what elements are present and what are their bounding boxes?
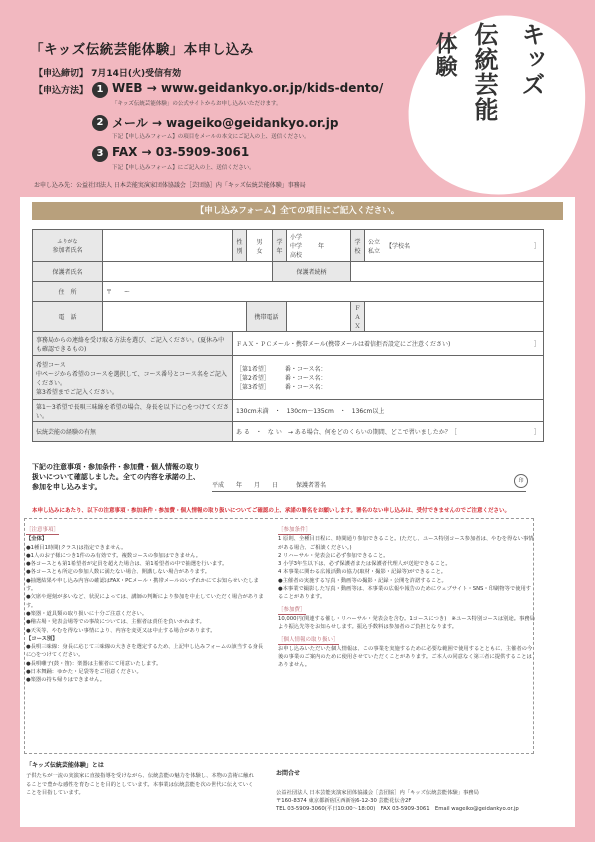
about-section (26, 762, 256, 797)
fax-number: FAX → 03-5909-3061 (112, 145, 250, 159)
about-text: 子供たちが一流の実演家に直接指導を受けながら、伝統芸能の魅力を体験し、本物の芸術に触れることで豊かな感性を育むことを目的としています。本事業は伝統芸能を次の世代に伝えていくことを目指しています。 (26, 773, 254, 796)
course-input[interactable] (233, 356, 544, 400)
course-choice-3[interactable]: ［第3希望］ 番・コース名： (236, 384, 327, 391)
school-label: 学校 (351, 230, 365, 262)
school-name-field[interactable]: 【学校名 (386, 242, 411, 250)
condition-item: 4 本事業に関わる広報活動の協力(取材・撮影・記録等)ができること。 (278, 569, 447, 576)
course-choice-2[interactable]: ［第2希望］ 番・コース名： (236, 375, 327, 382)
agreement-notice: 本申し込みにあたり、以下の注意事項・参加条件・参加費・個人情報の取り扱いについてご確認の上、承諾の署名をお願いします。署名のない申し込みは、受付できませんのでご注意ください。 (32, 508, 510, 514)
step-number: 2 (92, 115, 108, 131)
note-item: 【全体】 (26, 536, 48, 543)
note-item: ●各コースとも第1希望者が定員を超えた場合は、第1希望者の中で抽選を行います。 (26, 561, 228, 568)
privacy-title: ［個人情報の取り扱い］ (278, 636, 339, 645)
experience-options: あ る ・ な い → ある場合、何をどのくらいの期間、どこで習いましたか？［ (236, 429, 457, 436)
note-item: ●欠席や遅刻が多いなど、状況によっては、講師の判断により参加を中止していただく場合があります。 (26, 594, 264, 609)
contact-section (276, 762, 536, 814)
note-item: ●長唄囃子(鼓・笛)：楽器は主催者にて用意いたします。 (26, 660, 162, 667)
address-input[interactable] (103, 282, 544, 302)
condition-item: ●本事業で撮影した写真・動画等は、本事業の広報や報告のためにウェブサイト・SNS・印刷物等で使用することがあります。 (278, 586, 532, 601)
phone-input[interactable] (103, 302, 247, 332)
web-link[interactable]: WEB → www.geidankyo.or.jp/kids-dento/ (112, 81, 384, 95)
participant-name-input[interactable] (103, 230, 233, 262)
experience-label: 伝統芸能の経験の有無 (33, 422, 233, 442)
experience-input[interactable]: あ る ・ な い → ある場合、何をどのくらいの期間、どこで習いましたか？［ ］ (233, 422, 544, 442)
notes-title: ［注意事項］ (26, 526, 59, 535)
inquiry-to: お申し込み先：公益社団法人 日本芸能実演家団体協議会［芸団協］内「キッズ伝統芸能体験」事務局 (34, 182, 306, 189)
step-number: 3 (92, 146, 108, 162)
mobile-label: 携帯電話 (247, 302, 287, 332)
note-item: 【コース別】 (26, 635, 58, 642)
contact-title: お問合せ (276, 770, 301, 778)
school-type-junior[interactable]: 中学 (290, 243, 303, 250)
contact-method-options: ＦＡＸ・ＰＣメール・携帯メール(携帯メールは着信拒否設定にご注意ください) (236, 341, 451, 348)
guardian-relation-label: 保護者続柄 (273, 262, 351, 282)
contact-text: 公益社団法人 日本芸能実演家団体協議会［芸団協］内「キッズ伝統芸能体験」事務局 〒160-8374 東京都新宿区西新宿6-12-30 芸能花伝舎2F TEL 03-5909-3060(平日10:00〜18:00) FAX 03-5909-3061 Email wageiko@geidankyo.or.jp (276, 789, 519, 813)
seal-mark: 印 (514, 474, 528, 488)
condition-item: 2 リハーサル・発表会に必ず参加できること。 (278, 552, 389, 559)
note-item: ●各コースとも所定の参加人数に満たない場合、開講しない場合があります。 (26, 569, 211, 576)
brand-text-taiken: 体験 (432, 32, 458, 78)
conditions-title: ［参加条件］ (278, 526, 311, 535)
guardian-relation-input[interactable] (351, 262, 544, 282)
deadline-text: 【申込締切】 7月14日(火)受信有効 (34, 69, 182, 79)
gender-male-option[interactable]: 男 (256, 238, 263, 246)
school-private-option[interactable]: 私立 (368, 247, 381, 255)
signature-line[interactable]: 平成 年 月 日 保護者署名 (212, 480, 526, 492)
agreement-text: 下記の注意事項・参加条件・参加費・個人情報の取り扱いについて確認しました。全ての内容を承諾の上、参加を申し込みます。 (32, 463, 200, 491)
furigana-label: ふりがな (57, 238, 78, 245)
note-item: ●楽器の持ち帰りはできません。 (26, 677, 106, 684)
fax-label: ＦＡＸ (351, 302, 365, 332)
condition-item: 1 原則、全種目日程に、時間通り参加できること。(ただし、ユース特別コース参加者は、やむを得ない事情がある場合、ご相談ください。) (278, 536, 534, 551)
school-type-high[interactable]: 高校 (290, 252, 303, 259)
school-type-elementary[interactable]: 小学 (290, 234, 303, 241)
height-options[interactable]: 130cm未満 ・ 130cm〜135cm ・ 136cm以上 (233, 400, 544, 422)
address-label: 住 所 (33, 282, 103, 302)
notes-right-column (278, 522, 536, 670)
about-title: 「キッズ伝統芸能体験」とは (26, 762, 104, 769)
note-item: ●稽古場・発表会場等での事故については、主催者は責任を負いかねます。 (26, 619, 205, 626)
condition-item: ●主催者の実施する写真・動画等の撮影・記録・公開を許諾すること。 (278, 577, 447, 584)
participant-name-label: 参加者氏名 (52, 246, 83, 254)
brand-text-kids: キッズ (517, 22, 546, 97)
fee-title: ［参加費］ (278, 606, 306, 615)
phone-label: 電 話 (33, 302, 103, 332)
application-form-table (32, 229, 544, 442)
notes-left-column (26, 522, 264, 685)
grade-label: 学年 (273, 230, 287, 262)
step-description: 下記【申し込みフォーム】にご記入の上、送信ください。 (112, 165, 255, 171)
form-header: 【申し込みフォーム】全ての項目にご記入ください。 (32, 202, 563, 220)
note-item: ●楽器・道具類の取り扱いに十分ご注意ください。 (26, 610, 148, 617)
guardian-name-label: 保護者氏名 (33, 262, 103, 282)
school-options[interactable]: 公立 私立 【学校名 ］ (365, 230, 544, 262)
step-number: 1 (92, 82, 108, 98)
brand-text-dento: 伝統芸能 (470, 22, 499, 122)
course-label: 希望コース 中ページから希望のコースを選択して、コース番号とコース名をご記入ください。 第3希望までご記入ください。 (33, 356, 233, 400)
postal-code-mark: 〒 ー (106, 289, 131, 296)
year-unit: 年 (317, 243, 324, 250)
note-item: ●日本舞踊：ゆかた・足袋等をご用意ください。 (26, 669, 142, 676)
gender-female-option[interactable]: 女 (256, 247, 263, 255)
contact-method-input[interactable]: ＦＡＸ・ＰＣメール・携帯メール(携帯メールは着信拒否設定にご注意ください) ］ (233, 332, 544, 356)
mobile-input[interactable] (287, 302, 351, 332)
note-item: ●1人のお子様につき1件のみ有効です。複数コースの参加はできません。 (26, 552, 202, 559)
gender-label: 性別 (233, 230, 247, 262)
note-item: ●天災等、やむを得ない事情により、内容を変更又は中止する場合があります。 (26, 627, 216, 634)
contact-method-label: 事務局からの連絡を受け取る方法を選び、ご記入ください。(夏休み中も確認できるもの) (33, 332, 233, 356)
guardian-name-input[interactable] (103, 262, 273, 282)
fax-input[interactable] (365, 302, 544, 332)
privacy-text: お申し込みいただいた個人情報は、この事業を実施するために必要な範囲で使用するとともに、主催者の今後の事業のご案内のために使用させていただくことがあります。ご本人の同意なく第三者に提供することはありません。 (278, 645, 533, 669)
fee-text: 10,000円(関連する催し・リハーサル・発表会を含む。1コースにつき) ※ユース特別コースは別途。事務局より振込先等をお知らせします。振込手数料は参加者のご負担となります。 (278, 615, 535, 631)
school-public-option[interactable]: 公立 (368, 238, 381, 246)
grade-options[interactable] (287, 230, 351, 262)
name-label-cell (33, 230, 103, 262)
note-item: ●抽選結果や申し込み内容の確認はFAX・PCメール・携帯メールのいずれかにてお知らせいたします。 (26, 577, 259, 593)
note-item: ●長唄三味線：身長に応じて三味線の大きさを選定するため、上記申し込みフォームの該当する身長に○をつけてください。 (26, 644, 264, 659)
course-choice-1[interactable]: ［第1希望］ 番・コース名： (236, 366, 327, 373)
height-label: 第1〜3希望で長唄三味線を希望の場合、身長を以下に○をつけてください。 (33, 400, 233, 422)
method-label: 【申込方法】 (34, 86, 89, 96)
email-link[interactable]: メール → wageiko@geidankyo.or.jp (112, 116, 339, 130)
step-description: 「キッズ伝統芸能体験」の公式サイトからお申し込みいただけます。 (112, 101, 282, 107)
step-description: 下記【申し込みフォーム】の項目をメールの本文にご記入の上、送信ください。 (112, 134, 310, 140)
page-title: 「キッズ伝統芸能体験」本申し込み (30, 42, 254, 58)
condition-item: 3 小学3年生以下は、必ず保護者または保護者代理人が送迎できること。 (278, 561, 451, 568)
gender-options[interactable] (247, 230, 273, 262)
note-item: ●1種目1時間(クラス)は指定できません。 (26, 544, 127, 551)
